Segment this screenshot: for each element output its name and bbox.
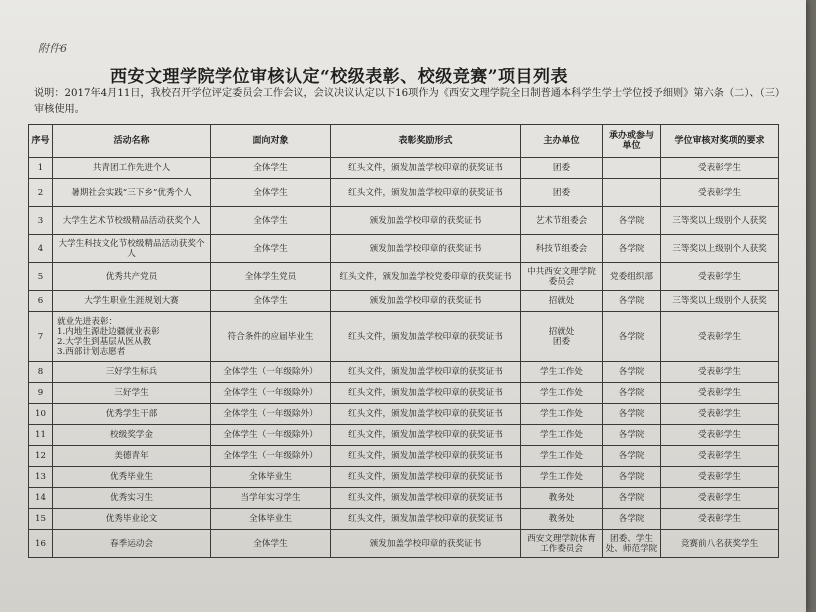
cell-target: 全体学生	[211, 207, 331, 235]
cell-target: 全体毕业生	[211, 467, 331, 488]
cell-req: 受表彰学生	[661, 362, 779, 383]
cell-form: 红头文件，颁发加盖学校印章的获奖证书	[331, 404, 521, 425]
cell-target: 全体学生（一年级除外）	[211, 425, 331, 446]
cell-host: 西安文理学院体育工作委员会	[521, 530, 603, 558]
cell-host: 学生工作处	[521, 383, 603, 404]
cell-form: 红头文件，颁发加盖学校印章的获奖证书	[331, 383, 521, 404]
table-row	[29, 488, 779, 509]
header-co: 承办或参与单位	[603, 125, 661, 158]
cell-host: 教务处	[521, 509, 603, 530]
cell-name: 大学生科技文化节校级精品活动获奖个人	[53, 235, 211, 263]
cell-co: 各学院	[603, 362, 661, 383]
table-row	[29, 425, 779, 446]
cell-no: 14	[29, 488, 53, 509]
cell-name: 校级奖学金	[53, 425, 211, 446]
cell-host: 教务处	[521, 488, 603, 509]
cell-target: 全体学生	[211, 158, 331, 179]
cell-req: 受表彰学生	[661, 446, 779, 467]
cell-form: 颁发加盖学校印章的获奖证书	[331, 235, 521, 263]
cell-co: 各学院	[603, 235, 661, 263]
cell-co: 各学院	[603, 425, 661, 446]
header-target: 面向对象	[211, 125, 331, 158]
cell-form: 红头文件，颁发加盖学校印章的获奖证书	[331, 312, 521, 362]
cell-form: 红头文件，颁发加盖学校党委印章的获奖证书	[331, 263, 521, 291]
cell-host: 团委	[521, 158, 603, 179]
cell-form: 红头文件，颁发加盖学校印章的获奖证书	[331, 425, 521, 446]
cell-co	[603, 179, 661, 207]
cell-req: 三等奖以上级别个人获奖	[661, 207, 779, 235]
table-header-row	[29, 125, 779, 158]
cell-name: 优秀共产党员	[53, 263, 211, 291]
cell-name: 就业先进表彰： 1.内地生源赴边疆就业表彰 2.大学生到基层从医从教 3.西部计划志愿者	[53, 312, 211, 362]
header-name: 活动名称	[53, 125, 211, 158]
cell-target: 全体学生（一年级除外）	[211, 404, 331, 425]
table-row	[29, 509, 779, 530]
cell-no: 5	[29, 263, 53, 291]
cell-host: 学生工作处	[521, 425, 603, 446]
cell-req: 受表彰学生	[661, 509, 779, 530]
cell-req: 受表彰学生	[661, 404, 779, 425]
cell-host: 招就处 团委	[521, 312, 603, 362]
cell-req: 受表彰学生	[661, 488, 779, 509]
cell-target: 全体学生（一年级除外）	[211, 383, 331, 404]
cell-host: 学生工作处	[521, 446, 603, 467]
cell-host: 学生工作处	[521, 467, 603, 488]
cell-no: 2	[29, 179, 53, 207]
cell-form: 红头文件，颁发加盖学校印章的获奖证书	[331, 179, 521, 207]
cell-no: 10	[29, 404, 53, 425]
cell-target: 全体学生（一年级除外）	[211, 362, 331, 383]
cell-req: 受表彰学生	[661, 425, 779, 446]
cell-no: 7	[29, 312, 53, 362]
cell-name: 春季运动会	[53, 530, 211, 558]
document-title: 西安文理学院学位审核认定“校级表彰、校级竞赛”项目列表	[110, 67, 569, 87]
cell-co: 各学院	[603, 383, 661, 404]
cell-co: 各学院	[603, 404, 661, 425]
table-row	[29, 362, 779, 383]
cell-co: 各学院	[603, 446, 661, 467]
table-row	[29, 383, 779, 404]
cell-no: 4	[29, 235, 53, 263]
cell-form: 红头文件，颁发加盖学校印章的获奖证书	[331, 362, 521, 383]
cell-no: 15	[29, 509, 53, 530]
document-note: 说明：2017年4月11日，我校召开学位评定委员会工作会议，会议决议认定以下16项作为《西安文理学院全日制普通本科学生学士学位授予细则》第六条（二）、（三）审核使用。	[34, 88, 780, 115]
cell-host: 学生工作处	[521, 404, 603, 425]
cell-host: 艺术节组委会	[521, 207, 603, 235]
cell-no: 9	[29, 383, 53, 404]
cell-target: 全体学生	[211, 530, 331, 558]
table-row	[29, 235, 779, 263]
header-req: 学位审核对奖项的要求	[661, 125, 779, 158]
cell-target: 全体学生	[211, 235, 331, 263]
header-no: 序号	[29, 125, 53, 158]
table-row	[29, 530, 779, 558]
cell-co: 各学院	[603, 291, 661, 312]
cell-name: 优秀实习生	[53, 488, 211, 509]
cell-host: 中共西安文理学院委员会	[521, 263, 603, 291]
cell-form: 红头文件，颁发加盖学校印章的获奖证书	[331, 446, 521, 467]
cell-co: 各学院	[603, 488, 661, 509]
table-row	[29, 467, 779, 488]
cell-form: 红头文件，颁发加盖学校印章的获奖证书	[331, 158, 521, 179]
table-row	[29, 291, 779, 312]
cell-name: 三好学生标兵	[53, 362, 211, 383]
table-row	[29, 158, 779, 179]
cell-name: 优秀学生干部	[53, 404, 211, 425]
cell-name: 大学生艺术节校级精品活动获奖个人	[53, 207, 211, 235]
cell-req: 受表彰学生	[661, 312, 779, 362]
cell-req: 受表彰学生	[661, 263, 779, 291]
cell-target: 全体毕业生	[211, 509, 331, 530]
cell-no: 6	[29, 291, 53, 312]
cell-host: 科技节组委会	[521, 235, 603, 263]
cell-req: 受表彰学生	[661, 158, 779, 179]
attachment-label: 附件6	[38, 42, 67, 55]
cell-host: 团委	[521, 179, 603, 207]
cell-req: 三等奖以上级别个人获奖	[661, 291, 779, 312]
cell-req: 三等奖以上级别个人获奖	[661, 235, 779, 263]
header-host: 主办单位	[521, 125, 603, 158]
cell-target: 全体学生（一年级除外）	[211, 446, 331, 467]
cell-co: 各学院	[603, 207, 661, 235]
cell-form: 颁发加盖学校印章的获奖证书	[331, 291, 521, 312]
cell-no: 8	[29, 362, 53, 383]
cell-co: 各学院	[603, 509, 661, 530]
cell-target: 符合条件的应届毕业生	[211, 312, 331, 362]
cell-name: 优秀毕业生	[53, 467, 211, 488]
cell-form: 红头文件，颁发加盖学校印章的获奖证书	[331, 488, 521, 509]
cell-host: 招就处	[521, 291, 603, 312]
cell-no: 13	[29, 467, 53, 488]
cell-form: 颁发加盖学校印章的获奖证书	[331, 207, 521, 235]
cell-target: 当学年实习学生	[211, 488, 331, 509]
cell-no: 12	[29, 446, 53, 467]
table-row	[29, 263, 779, 291]
cell-req: 受表彰学生	[661, 383, 779, 404]
cell-req: 受表彰学生	[661, 467, 779, 488]
cell-no: 1	[29, 158, 53, 179]
table-row	[29, 446, 779, 467]
cell-name: 共青团工作先进个人	[53, 158, 211, 179]
cell-name: 美德青年	[53, 446, 211, 467]
cell-form: 红头文件，颁发加盖学校印章的获奖证书	[331, 467, 521, 488]
table-row	[29, 207, 779, 235]
cell-name: 大学生职业生涯规划大赛	[53, 291, 211, 312]
cell-req: 竞赛前八名获奖学生	[661, 530, 779, 558]
header-form: 表彰奖励形式	[331, 125, 521, 158]
cell-no: 11	[29, 425, 53, 446]
cell-co: 各学院	[603, 467, 661, 488]
cell-co: 各学院	[603, 312, 661, 362]
cell-req: 受表彰学生	[661, 179, 779, 207]
project-table	[28, 124, 779, 558]
cell-target: 全体学生	[211, 179, 331, 207]
cell-co	[603, 158, 661, 179]
table-row	[29, 179, 779, 207]
cell-name: 三好学生	[53, 383, 211, 404]
cell-target: 全体学生	[211, 291, 331, 312]
cell-target: 全体学生党员	[211, 263, 331, 291]
cell-name: 优秀毕业论文	[53, 509, 211, 530]
table-row	[29, 312, 779, 362]
cell-form: 红头文件，颁发加盖学校印章的获奖证书	[331, 509, 521, 530]
table-row	[29, 404, 779, 425]
cell-co: 党委组织部	[603, 263, 661, 291]
cell-no: 3	[29, 207, 53, 235]
cell-form: 颁发加盖学校印章的获奖证书	[331, 530, 521, 558]
cell-name: 暑期社会实践“三下乡”优秀个人	[53, 179, 211, 207]
cell-host: 学生工作处	[521, 362, 603, 383]
cell-no: 16	[29, 530, 53, 558]
cell-co: 团委、学生处、师范学院	[603, 530, 661, 558]
